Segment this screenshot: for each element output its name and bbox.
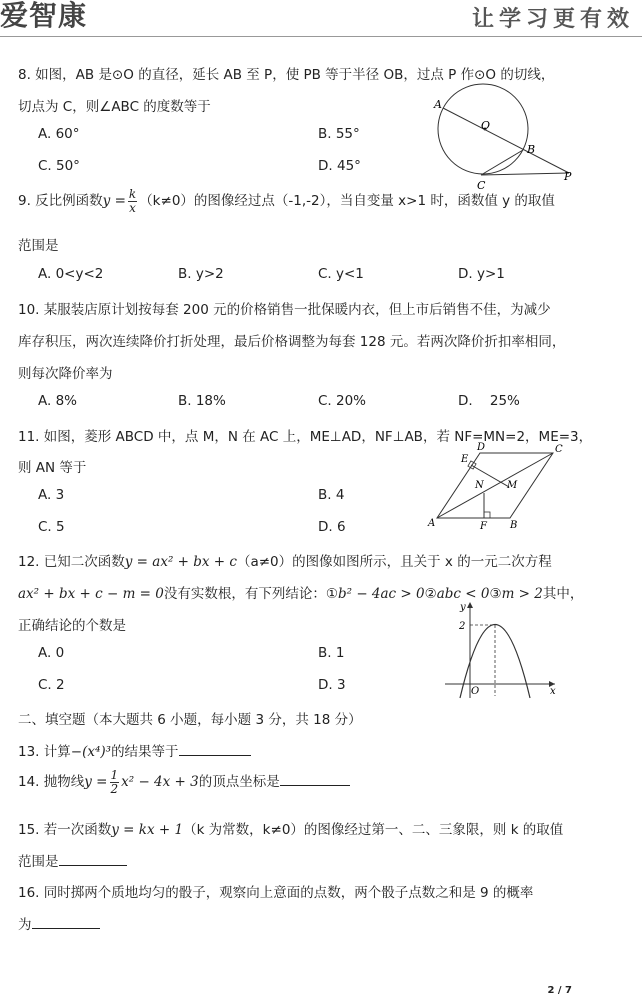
q11-label-e: E — [461, 454, 469, 465]
q12-math-eq: ax² + bx + c − m = 0 — [18, 586, 164, 602]
q12-pre: 12. 已知二次函数 — [18, 554, 125, 570]
q11-figure-rhombus — [425, 440, 575, 532]
q9-stem — [18, 187, 555, 215]
q13-stem — [18, 740, 251, 760]
q11-label-f: F — [480, 521, 487, 532]
brand-logo-text: 爱智康 — [0, 0, 88, 32]
q13-answer-blank[interactable] — [179, 742, 251, 756]
q8-stem-cont: 切点为 C，则∠ABC 的度数等于 — [18, 99, 211, 115]
q12-option-b: B. 1 — [318, 645, 345, 661]
q9-stem-cont: 范围是 — [18, 238, 59, 254]
q12-conclusion-2: abc < 0 — [436, 586, 490, 602]
q12-post: （a≠0）的图像如图所示，且关于 x 的一元二次方程 — [236, 554, 552, 570]
q8-label-o: O — [481, 119, 491, 132]
q11-label-c: C — [555, 444, 563, 455]
q14-stem — [18, 767, 350, 797]
q9-option-d: D. y>1 — [458, 266, 505, 282]
q12-label-two: 2 — [459, 621, 466, 632]
q12-mid: 没有实数根，有下列结论：① — [163, 586, 338, 602]
q11-option-c: C. 5 — [38, 519, 65, 535]
q16-stem-cont — [18, 913, 100, 933]
q10-option-d: D. 25% — [458, 393, 520, 409]
q16-cont-text: 为 — [18, 917, 32, 933]
q14-fraction — [110, 769, 120, 796]
q12-option-c: C. 2 — [38, 677, 65, 693]
q9-frac-den: x — [129, 200, 136, 215]
q12-figure-parabola — [440, 598, 560, 700]
q15-answer-blank[interactable] — [59, 852, 127, 866]
header-slogan: 让学习更有效 — [471, 7, 634, 32]
q10-option-b: B. 18% — [178, 393, 226, 409]
q12-label-x: x — [550, 686, 556, 697]
q12-stem-cont2: 正确结论的个数是 — [18, 618, 126, 634]
q9-math-lhs: y = — [102, 193, 126, 209]
q11-stem-cont: 则 AN 等于 — [18, 460, 87, 476]
q8-label-p: P — [564, 170, 572, 183]
q8-label-c: C — [477, 179, 486, 192]
header-divider — [0, 36, 642, 37]
q11-label-a: A — [428, 518, 436, 529]
q12-option-d: D. 3 — [318, 677, 346, 693]
q12-option-a: A. 0 — [38, 645, 65, 661]
q9-fraction — [128, 188, 137, 215]
q8-label-b: B — [527, 143, 536, 156]
q8-option-a: A. 60° — [38, 126, 80, 142]
q8-figure-circle — [425, 82, 575, 192]
q11-option-d: D. 6 — [318, 519, 346, 535]
q16-answer-blank[interactable] — [32, 915, 100, 929]
q12-label-y: y — [460, 602, 466, 613]
q11-stem: 11. 如图，菱形 ABCD 中，点 M，N 在 AC 上，ME⊥AD，NF⊥AB，若 NF=MN=2，ME=3， — [18, 429, 593, 445]
q11-option-a: A. 3 — [38, 487, 65, 503]
q15-cont-text: 范围是 — [18, 854, 59, 870]
q15-stem — [18, 818, 563, 838]
q14-math-rest: x² − 4x + 3 — [121, 774, 199, 790]
q12-end: 其中， — [542, 586, 584, 602]
q12-conclusion-3: m > 2 — [501, 586, 543, 602]
q9-option-b: B. y>2 — [178, 266, 224, 282]
q13-math-expr: −(x⁴)³ — [70, 744, 112, 760]
q14-frac-den: 2 — [110, 781, 119, 796]
q14-pre: 14. 抛物线 — [18, 774, 85, 790]
section-fill-in-heading: 二、填空题（本大题共 6 小题，每小题 3 分，共 18 分） — [18, 712, 362, 728]
q15-post: （k 为常数，k≠0）的图像经过第一、二、三象限，则 k 的取值 — [183, 822, 564, 838]
q10-option-c: C. 20% — [318, 393, 367, 409]
q8-stem: 8. 如图，AB 是⊙O 的直径，延长 AB 至 P，使 PB 等于半径 OB，过点 P 作⊙O 的切线， — [18, 67, 555, 83]
q10-stem-cont2: 则每次降价率为 — [18, 366, 113, 382]
q9-option-c: C. y<1 — [318, 266, 364, 282]
q11-label-d: D — [477, 442, 486, 453]
q13-pre: 13. 计算 — [18, 744, 71, 760]
q8-option-b: B. 55° — [318, 126, 360, 142]
q11-label-m: M — [507, 480, 518, 491]
q12-conclusion-1: b² − 4ac > 0 — [337, 586, 425, 602]
q15-math-func: y = kx + 1 — [111, 822, 184, 838]
q14-answer-blank[interactable] — [280, 772, 350, 786]
q8-label-a: A — [434, 98, 442, 111]
q11-label-b: B — [510, 520, 518, 531]
q11-label-n: N — [475, 480, 484, 491]
q12-sep-3: ③ — [489, 586, 502, 602]
q8-option-c: C. 50° — [38, 158, 80, 174]
q11-option-b: B. 4 — [318, 487, 345, 503]
q13-post: 的结果等于 — [111, 744, 179, 760]
q12-sep-2: ② — [424, 586, 437, 602]
q9-post: （k≠0）的图像经过点（-1,-2），当自变量 x>1 时，函数值 y 的取值 — [139, 193, 555, 209]
q9-frac-num: k — [128, 186, 137, 201]
q15-pre: 15. 若一次函数 — [18, 822, 112, 838]
q9-option-a: A. 0<y<2 — [38, 266, 104, 282]
q14-frac-num: 1 — [110, 767, 119, 782]
q10-stem-cont: 库存积压，两次连续降价打折处理，最后价格调整为每套 128 元。若两次降价折扣率相同， — [18, 334, 566, 350]
q14-math-lhs: y = — [84, 774, 108, 790]
q16-stem: 16. 同时掷两个质地均匀的骰子，观察向上意面的点数，两个骰子点数之和是 9 的概率 — [18, 885, 534, 901]
q9-pre: 9. 反比例函数 — [18, 193, 103, 209]
q12-label-origin: O — [471, 686, 480, 697]
q12-stem — [18, 550, 552, 570]
page-number: 2 / 7 — [547, 985, 572, 996]
q10-option-a: A. 8% — [38, 393, 77, 409]
q14-post: 的顶点坐标是 — [198, 774, 280, 790]
q10-stem: 10. 某服装店原计划按每套 200 元的价格销售一批保暖内衣，但上市后销售不佳，为减少 — [18, 302, 551, 318]
q15-stem-cont — [18, 850, 127, 870]
q8-option-d: D. 45° — [318, 158, 361, 174]
q12-math-func: y = ax² + bx + c — [124, 554, 237, 570]
